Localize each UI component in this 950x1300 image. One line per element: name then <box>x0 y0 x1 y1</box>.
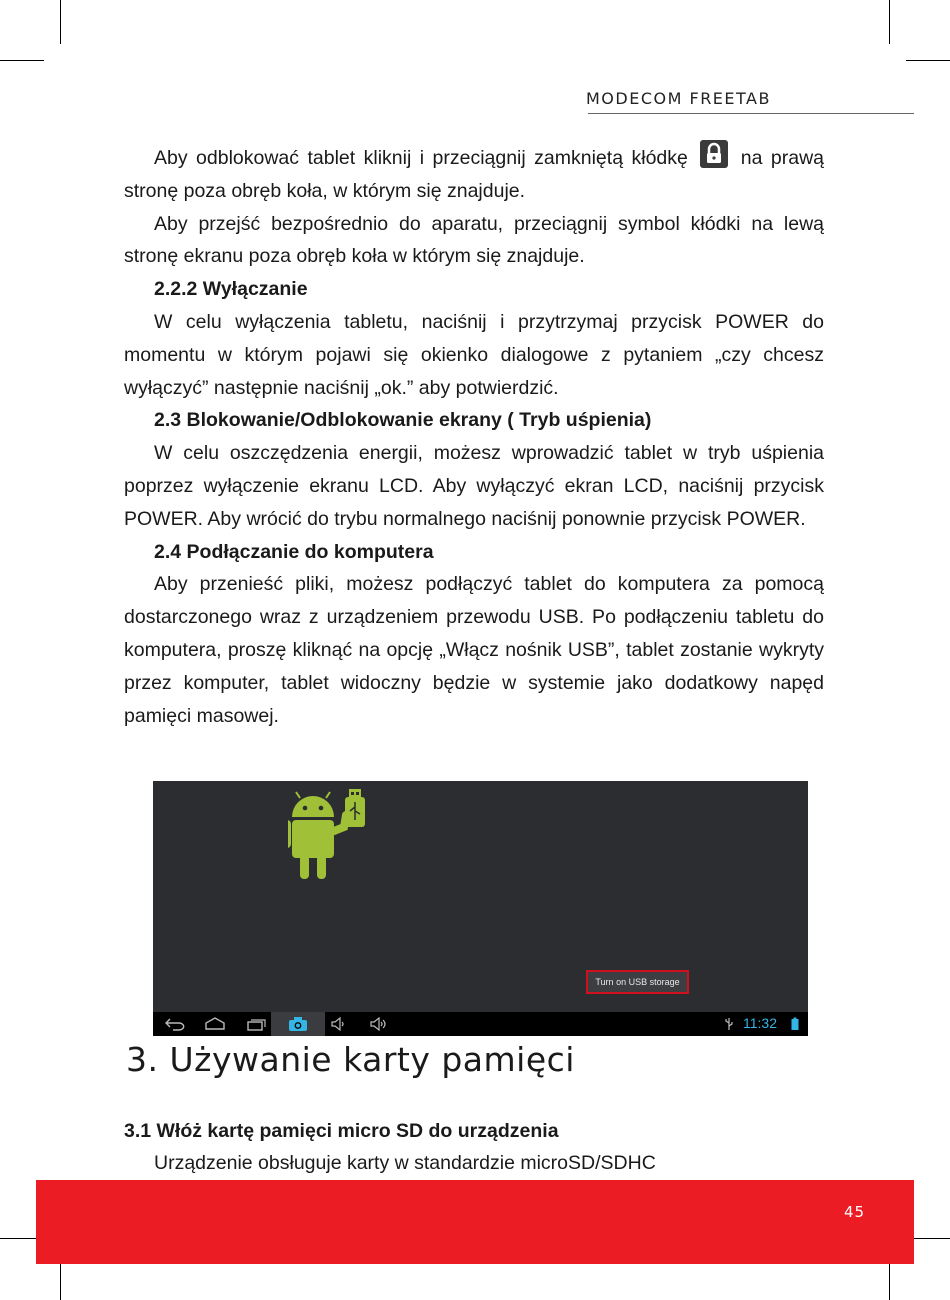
home-icon[interactable] <box>201 1012 229 1036</box>
lock-icon <box>700 140 728 168</box>
camera-icon[interactable] <box>271 1012 325 1036</box>
crop-mark <box>906 60 950 61</box>
heading-3-1: 3.1 Włóż kartę pamięci micro SD do urządzenia <box>124 1120 559 1142</box>
crop-mark <box>0 60 44 61</box>
tablet-screenshot <box>153 781 808 1036</box>
heading-2-3: 2.3 Blokowanie/Odblokowanie ekrany ( Tryb uśpienia) <box>154 409 652 432</box>
back-icon[interactable] <box>161 1012 189 1036</box>
volume-up-icon[interactable] <box>365 1012 393 1036</box>
system-navigation-bar <box>153 1012 808 1036</box>
crop-mark <box>889 0 890 44</box>
running-header: MODECOM FREETAB <box>586 89 771 108</box>
paragraph-sleep: W celu oszczędzenia energii, możesz wprowadzić tablet w tryb uśpienia poprzez wyłączenie ekranu LCD. Aby wyłączyć ekran LCD, naciśnij przycisk POWER. Aby wrócić do trybu normalnego naciśnij ponownie przycisk POWER. <box>124 442 824 530</box>
section-3-title: 3. Używanie karty pamięci <box>126 1040 575 1079</box>
paragraph-unlock: Aby odblokować tablet kliknij i przeciągnij zamkniętą kłódkę na prawą stronę poza obręb koła, w którym się znajduje. <box>124 140 824 208</box>
header-rule <box>588 113 914 114</box>
usb-status-icon <box>721 1012 737 1036</box>
usb-storage-button[interactable] <box>586 970 689 994</box>
paragraph-power-off: W celu wyłączenia tabletu, naciśnij i przytrzymaj przycisk POWER do momentu w którym pojawi się okienko dialogowe z pytaniem „czy chcesz wyłączyć” następnie naciśnij „ok.” aby potwierdzić. <box>124 310 824 399</box>
status-clock: 11:32 <box>743 1015 777 1031</box>
heading-2-2-2: 2.2.2 Wyłączanie <box>154 278 308 301</box>
usb-storage-label: Turn on USB storage <box>595 977 680 987</box>
footer-band <box>36 1180 914 1264</box>
heading-2-4: 2.4 Podłączanie do komputera <box>154 540 434 563</box>
recent-apps-icon[interactable] <box>243 1012 271 1036</box>
page-number: 45 <box>844 1203 866 1221</box>
crop-mark <box>60 0 61 44</box>
paragraph-3-1: Urządzenie obsługuje karty w standardzie microSD/SDHC <box>154 1152 656 1174</box>
battery-icon <box>789 1012 801 1036</box>
body-text <box>124 140 824 732</box>
android-usb-icon <box>288 787 378 882</box>
volume-down-icon[interactable] <box>325 1012 353 1036</box>
paragraph-camera: Aby przejść bezpośrednio do aparatu, przeciągnij symbol kłódki na lewą stronę ekranu poza obręb koła w którym się znajduje. <box>124 212 824 268</box>
paragraph-usb: Aby przenieść pliki, możesz podłączyć tablet do komputera za pomocą dostarczonego wraz z urządzeniem przewodu USB. Po podłączeniu tabletu do komputera, proszę kliknąć na opcję „Włącz nośnik USB”, tablet zostanie wykryty przez komputer, tablet widoczny będzie w systemie jako dodatkowy napęd pamięci masowej. <box>124 573 824 727</box>
